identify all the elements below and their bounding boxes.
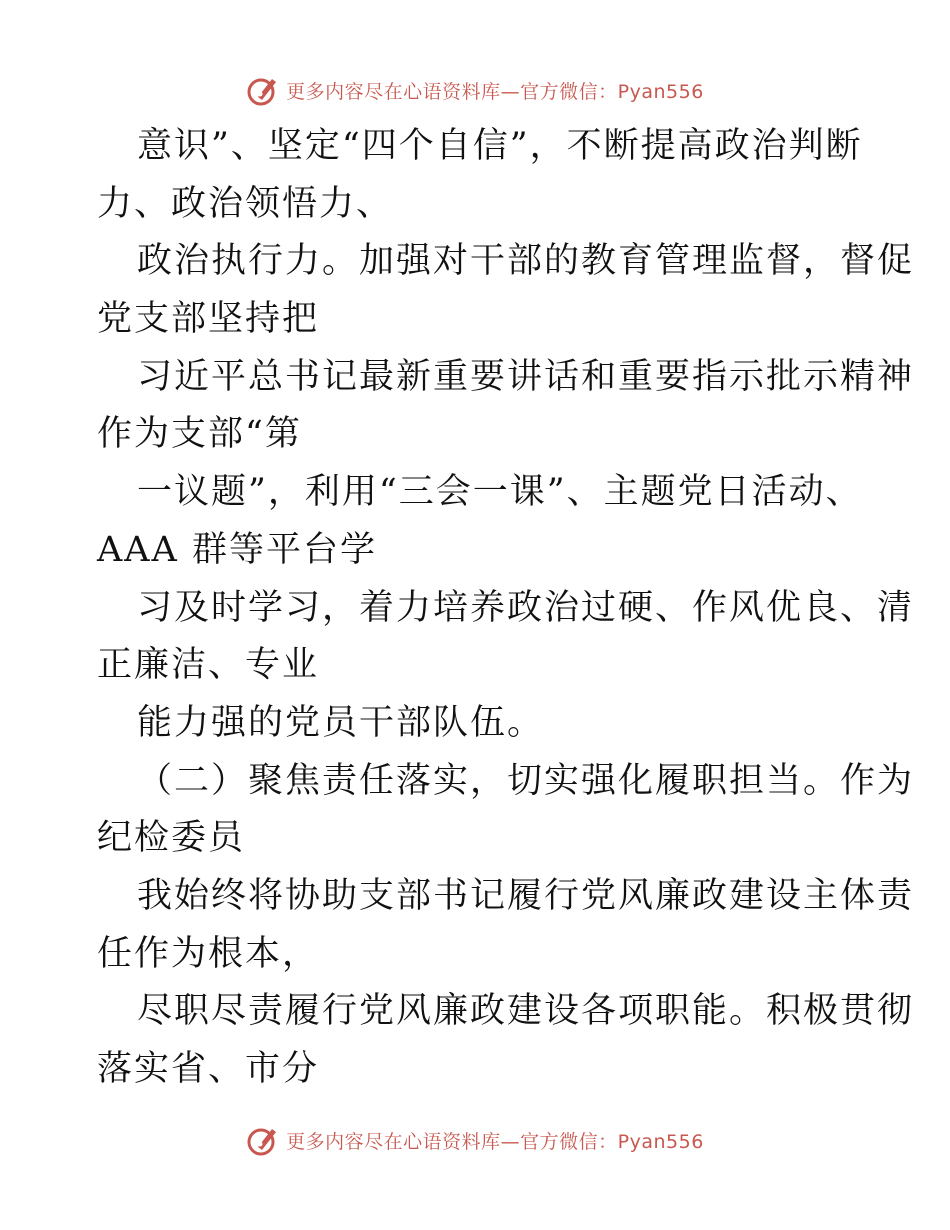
text-line: 习近平总书记最新重要讲话和重要指示批示精神: [137, 356, 915, 397]
text-line: 我始终将协助支部书记履行党风廉政建设主体责: [137, 875, 915, 916]
text-line: 正廉洁、专业: [97, 645, 320, 686]
text-line: 党支部坚持把: [97, 299, 320, 340]
text-line: 一议题”，利用“三会一课”、主题党日活动、: [137, 472, 863, 513]
text-line: 意识”、坚定“四个自信”，不断提高政治判断: [137, 126, 863, 166]
header-watermark: [0, 70, 950, 110]
document-body: [97, 118, 915, 1099]
header-watermark-text: 更多内容尽在心语资料库—官方微信：Pyan556: [286, 80, 704, 103]
text-line: 习及时学习，着力培养政治过硬、作风优良、清: [137, 587, 915, 628]
text-line: 能力强的党员干部队伍。: [137, 702, 545, 743]
text-line: 作为支部“第: [97, 414, 302, 455]
text-line: 力、政治领悟力、: [97, 183, 394, 224]
footer-watermark-text: 更多内容尽在心语资料库—官方微信：Pyan556: [286, 1130, 704, 1153]
text-line: 政治执行力。加强对干部的教育管理监督，督促: [137, 241, 915, 282]
text-line: 任作为根本，: [97, 933, 320, 974]
text-line: 落实省、市分: [97, 1049, 320, 1089]
footer-watermark: [0, 1120, 950, 1160]
text-line: （二）聚焦责任落实，切实强化履职担当。作为: [137, 760, 915, 801]
pen-nib-logo-icon: [246, 1123, 280, 1157]
text-line: AAA 群等平台学: [97, 529, 377, 570]
text-line: 尽职尽责履行党风廉政建设各项职能。积极贯彻: [137, 991, 915, 1032]
pen-nib-logo-icon: [246, 73, 280, 107]
text-line: 纪检委员: [97, 818, 246, 859]
